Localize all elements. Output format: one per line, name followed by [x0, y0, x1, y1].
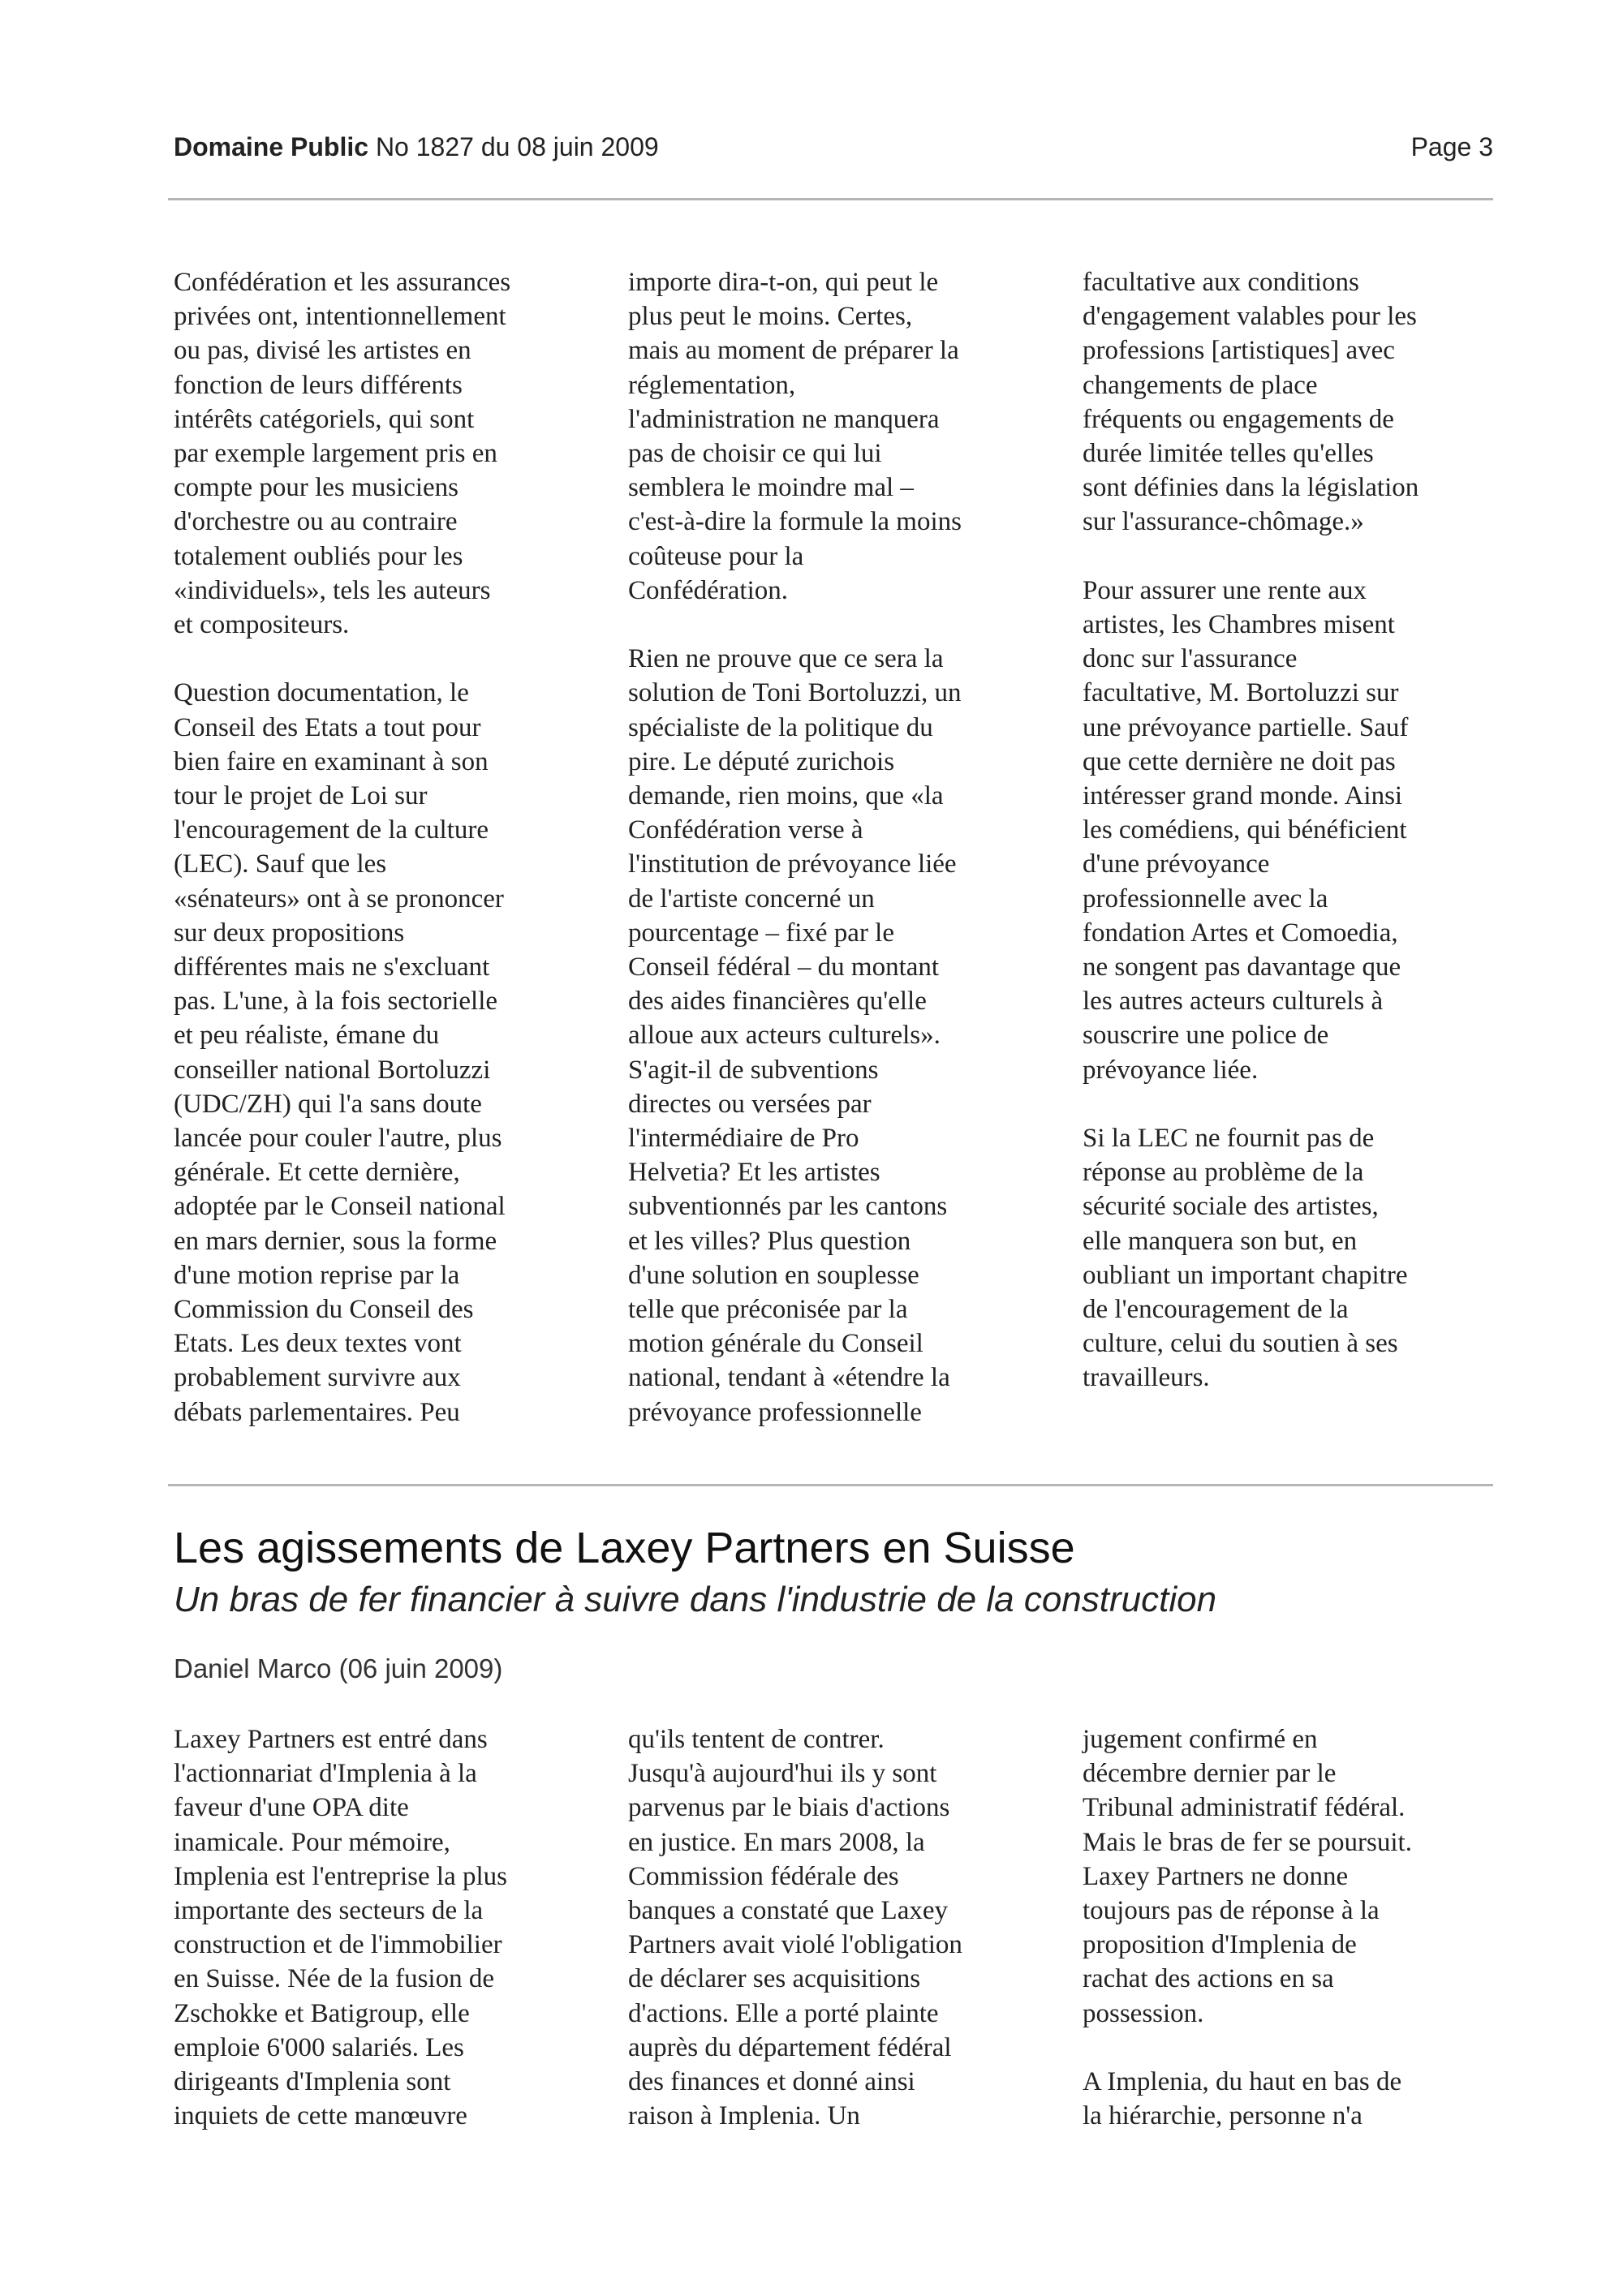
text-line: Rien ne prouve que ce sera la	[628, 644, 944, 674]
text-line: culture, celui du soutien à ses	[1083, 1329, 1398, 1359]
text-line: jugement confirmé en	[1083, 1725, 1318, 1754]
paragraph	[1083, 1121, 1513, 1395]
text-line: l'intermédiaire de Pro	[628, 1124, 859, 1154]
text-line: inamicale. Pour mémoire,	[174, 1827, 450, 1857]
text-line: mais au moment de préparer la	[628, 336, 959, 366]
text-line: A Implenia, du haut en bas de	[1083, 2067, 1402, 2097]
text-line: changements de place	[1083, 370, 1318, 400]
article2-column-3	[1083, 1722, 1513, 2168]
text-line: fréquents ou engagements de	[1083, 404, 1394, 434]
text-line: privées ont, intentionnellement	[174, 302, 506, 332]
text-line: par exemple largement pris en	[174, 439, 497, 469]
text-line: raison à Implenia. Un	[628, 2101, 860, 2131]
text-line: une prévoyance partielle. Sauf	[1083, 712, 1409, 742]
text-line: Conseil fédéral – du montant	[628, 952, 940, 982]
text-line: Zschokke et Batigroup, elle	[174, 1998, 470, 2028]
text-line: Commission fédérale des	[628, 1861, 899, 1891]
text-line: pourcentage – fixé par le	[628, 918, 895, 948]
text-line: de l'encouragement de la	[1083, 1295, 1349, 1325]
text-line: et peu réaliste, émane du	[174, 1021, 440, 1051]
text-line: (UDC/ZH) qui l'a sans doute	[174, 1089, 482, 1119]
text-line: elle manquera son but, en	[1083, 1226, 1358, 1256]
text-line: Tribunal administratif fédéral.	[1083, 1793, 1406, 1823]
header-rule	[168, 198, 1493, 200]
text-line: lancée pour couler l'autre, plus	[174, 1124, 502, 1154]
issue-info: No 1827 du 08 juin 2009	[375, 132, 659, 161]
text-line: en Suisse. Née de la fusion de	[174, 1964, 494, 1994]
text-line: pas. L'une, à la fois sectorielle	[174, 987, 498, 1017]
text-line: subventionnés par les cantons	[628, 1192, 948, 1222]
text-line: compte pour les musiciens	[174, 473, 459, 503]
text-line: ou pas, divisé les artistes en	[174, 336, 471, 366]
text-line: des aides financières qu'elle	[628, 987, 927, 1017]
text-line: l'administration ne manquera	[628, 404, 940, 434]
text-line: Mais le bras de fer se poursuit.	[1083, 1827, 1412, 1857]
text-line: d'orchestre ou au contraire	[174, 507, 458, 537]
text-line: souscrire une police de	[1083, 1021, 1329, 1051]
text-line: d'une prévoyance	[1083, 849, 1270, 879]
text-line: emploie 6'000 salariés. Les	[174, 2032, 464, 2062]
text-line: de l'artiste concerné un	[628, 884, 875, 914]
text-line: de déclarer ses acquisitions	[628, 1964, 921, 1994]
text-line: «individuels», tels les auteurs	[174, 575, 491, 605]
article1-column-2	[628, 265, 1058, 1464]
text-line: totalement oubliés pour les	[174, 541, 463, 571]
text-line: importante des secteurs de la	[174, 1896, 484, 1926]
text-line: conseiller national Bortoluzzi	[174, 1055, 491, 1085]
text-line: Confédération verse à	[628, 815, 863, 845]
text-line: tour le projet de Loi sur	[174, 781, 428, 811]
text-line: solution de Toni Bortoluzzi, un	[628, 678, 962, 708]
text-line: Pour assurer une rente aux	[1083, 575, 1367, 605]
text-line: Conseil des Etats a tout pour	[174, 712, 481, 742]
text-line: réglementation,	[628, 370, 796, 400]
text-line: débats parlementaires. Peu	[174, 1397, 460, 1427]
text-line: fondation Artes et Comoedia,	[1083, 918, 1398, 948]
text-line: faveur d'une OPA dite	[174, 1793, 409, 1823]
text-line: réponse au problème de la	[1083, 1158, 1364, 1188]
publication-name: Domaine Public	[174, 132, 369, 161]
article-subtitle: Un bras de fer financier à suivre dans l'industrie de la construction	[174, 1580, 1217, 1619]
text-line: toujours pas de réponse à la	[1083, 1896, 1380, 1926]
text-line: facultative, M. Bortoluzzi sur	[1083, 678, 1399, 708]
text-line: et compositeurs.	[174, 610, 350, 640]
paragraph	[628, 1722, 1058, 2133]
text-line: national, tendant à «étendre la	[628, 1363, 950, 1393]
text-line: donc sur l'assurance	[1083, 644, 1298, 674]
paragraph	[174, 676, 604, 1429]
text-line: d'une solution en souplesse	[628, 1260, 919, 1290]
paragraph	[1083, 574, 1513, 1087]
text-line: banques a constaté que Laxey	[628, 1896, 949, 1926]
text-line: les comédiens, qui bénéficient	[1083, 815, 1407, 845]
text-line: en justice. En mars 2008, la	[628, 1827, 925, 1857]
text-line: S'agit-il de subventions	[628, 1055, 879, 1085]
text-line: importe dira-t-on, qui peut le	[628, 268, 939, 297]
text-line: telle que préconisée par la	[628, 1295, 908, 1325]
text-line: professions [artistiques] avec	[1083, 336, 1395, 366]
text-line: sur deux propositions	[174, 918, 405, 948]
text-line: prévoyance professionnelle	[628, 1397, 922, 1427]
text-line: d'actions. Elle a porté plainte	[628, 1998, 939, 2028]
text-line: Laxey Partners est entré dans	[174, 1725, 488, 1754]
text-line: en mars dernier, sous la forme	[174, 1226, 497, 1256]
text-line: adoptée par le Conseil national	[174, 1192, 506, 1222]
text-line: Question documentation, le	[174, 678, 469, 708]
text-line: c'est-à-dire la formule la moins	[628, 507, 962, 537]
text-line: les autres acteurs culturels à	[1083, 987, 1384, 1017]
text-line: l'encouragement de la culture	[174, 815, 489, 845]
text-line: spécialiste de la politique du	[628, 712, 933, 742]
text-line: Helvetia? Et les artistes	[628, 1158, 880, 1188]
text-line: demande, rien moins, que «la	[628, 781, 944, 811]
text-line: prévoyance liée.	[1083, 1055, 1259, 1085]
text-line: Confédération et les assurances	[174, 268, 511, 297]
text-line: motion générale du Conseil	[628, 1329, 923, 1359]
text-line: inquiets de cette manœuvre	[174, 2101, 467, 2131]
text-line: semblera le moindre mal –	[628, 473, 914, 503]
text-line: Commission du Conseil des	[174, 1295, 474, 1325]
text-line: ne songent pas davantage que	[1083, 952, 1401, 982]
text-line: des finances et donné ainsi	[628, 2067, 915, 2097]
text-line: sur l'assurance-chômage.»	[1083, 507, 1364, 537]
text-line: intérêts catégoriels, qui sont	[174, 404, 475, 434]
text-line: sont définies dans la législation	[1083, 473, 1419, 503]
text-line: directes ou versées par	[628, 1089, 872, 1119]
text-line: possession.	[1083, 1998, 1204, 2028]
text-line: la hiérarchie, personne n'a	[1083, 2101, 1363, 2131]
text-line: professionnelle avec la	[1083, 884, 1328, 914]
text-line: sécurité sociale des artistes,	[1083, 1192, 1379, 1222]
text-line: l'institution de prévoyance liée	[628, 849, 957, 879]
text-line: et les villes? Plus question	[628, 1226, 911, 1256]
text-line: «sénateurs» ont à se prononcer	[174, 884, 504, 914]
text-line: Si la LEC ne fournit pas de	[1083, 1124, 1375, 1154]
article1-column-3	[1083, 265, 1513, 1430]
text-line: décembre dernier par le	[1083, 1759, 1337, 1789]
text-line: rachat des actions en sa	[1083, 1964, 1334, 1994]
text-line: fonction de leurs différents	[174, 370, 463, 400]
text-line: oubliant un important chapitre	[1083, 1260, 1408, 1290]
text-line: artistes, les Chambres misent	[1083, 610, 1395, 640]
text-line: Implenia est l'entreprise la plus	[174, 1861, 507, 1891]
text-line: Jusqu'à aujourd'hui ils y sont	[628, 1759, 937, 1789]
text-line: pire. Le député zurichois	[628, 746, 895, 776]
text-line: proposition d'Implenia de	[1083, 1930, 1357, 1960]
text-line: dirigeants d'Implenia sont	[174, 2067, 451, 2097]
article2-column-1	[174, 1722, 604, 2168]
text-line: intéresser grand monde. Ainsi	[1083, 781, 1403, 811]
article-separator-rule	[168, 1484, 1493, 1486]
paragraph	[174, 265, 604, 642]
text-line: bien faire en examinant à son	[174, 746, 489, 776]
paragraph	[628, 265, 1058, 608]
text-line: (LEC). Sauf que les	[174, 849, 387, 879]
text-line: Laxey Partners ne donne	[1083, 1861, 1349, 1891]
text-line: qu'ils tentent de contrer.	[628, 1725, 885, 1754]
page-header	[174, 132, 1493, 173]
article1-column-1	[174, 265, 604, 1464]
text-line: plus peut le moins. Certes,	[628, 302, 913, 332]
text-line: alloue aux acteurs culturels».	[628, 1021, 941, 1051]
text-line: Confédération.	[628, 575, 789, 605]
text-line: d'une motion reprise par la	[174, 1260, 460, 1290]
paragraph	[1083, 265, 1513, 540]
text-line: travailleurs.	[1083, 1363, 1210, 1393]
text-line: durée limitée telles qu'elles	[1083, 439, 1374, 469]
text-line: construction et de l'immobilier	[174, 1930, 502, 1960]
text-line: probablement survivre aux	[174, 1363, 461, 1393]
text-line: facultative aux conditions	[1083, 268, 1359, 297]
paragraph	[1083, 1722, 1513, 2031]
text-line: différentes mais ne s'excluant	[174, 952, 490, 982]
text-line: Partners avait violé l'obligation	[628, 1930, 962, 1960]
text-line: parvenus par le biais d'actions	[628, 1793, 950, 1823]
text-line: auprès du département fédéral	[628, 2032, 952, 2062]
text-line: que cette dernière ne doit pas	[1083, 746, 1396, 776]
text-line: pas de choisir ce qui lui	[628, 439, 882, 469]
page-number: Page 3	[1410, 132, 1493, 161]
paragraph	[174, 1722, 604, 2133]
text-line: générale. Et cette dernière,	[174, 1158, 460, 1188]
article-byline: Daniel Marco (06 juin 2009)	[174, 1653, 503, 1683]
article-title: Les agissements de Laxey Partners en Suisse	[174, 1524, 1075, 1572]
text-line: coûteuse pour la	[628, 541, 804, 571]
article2-column-2	[628, 1722, 1058, 2168]
paragraph	[628, 642, 1058, 1430]
text-line: Etats. Les deux textes vont	[174, 1329, 462, 1359]
paragraph	[1083, 2065, 1513, 2133]
text-line: d'engagement valables pour les	[1083, 302, 1417, 332]
text-line: l'actionnariat d'Implenia à la	[174, 1759, 477, 1789]
